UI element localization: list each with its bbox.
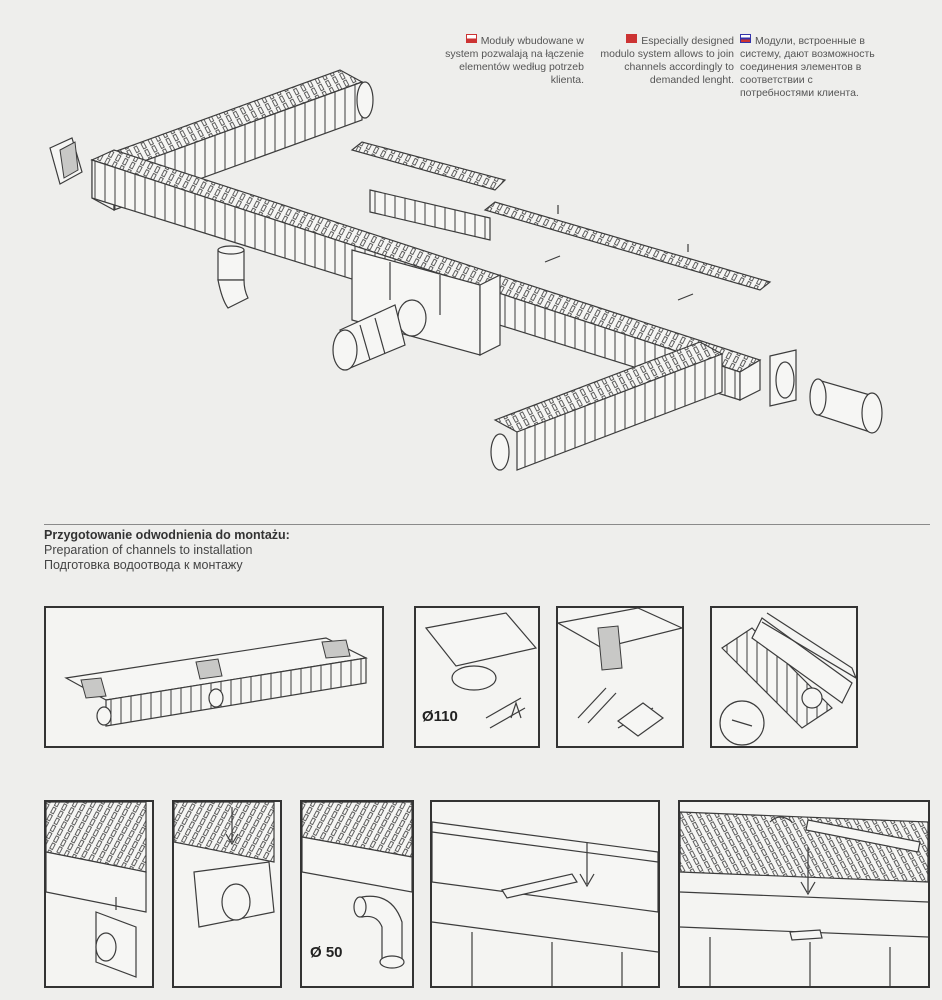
diameter-50-label: Ø 50: [310, 944, 343, 961]
end-cap-left: [50, 138, 82, 184]
step-panel-8: [430, 800, 660, 988]
step-panel-4: [710, 606, 858, 748]
step-panel-1: [44, 606, 384, 748]
elbow-pipe: [218, 246, 248, 308]
intro-ru-text: Модули, встроенные в систему, дают возможность соединения элементов в соответствии с потребностями клиента.: [740, 35, 875, 99]
section-title-ru: Подготовка водоотвода к монтажу: [44, 558, 243, 572]
section-title-pl: Przygotowanie odwodnienia do montażu:: [44, 528, 290, 542]
diameter-110-label: Ø110: [422, 708, 458, 725]
step-panel-2: [414, 606, 540, 748]
step-panel-5: [44, 800, 154, 988]
intro-en-text: Especially designed modulo system allows to join channels accordingly to demanded lenght.: [600, 35, 734, 86]
section-title-en: Preparation of channels to installation: [44, 543, 253, 557]
lower-channel: [491, 342, 722, 470]
step-panel-7: [300, 800, 414, 988]
intro-pl-text: Moduły wbudowane w system pozwalają na łączenie elementów według potrzeb klienta.: [445, 35, 584, 86]
section-divider: [44, 524, 930, 525]
step-panel-9: [678, 800, 930, 988]
step-panel-3: [556, 606, 684, 748]
section-heading: [44, 528, 290, 573]
right-connector: [770, 350, 882, 433]
step-panel-6: [172, 800, 282, 988]
